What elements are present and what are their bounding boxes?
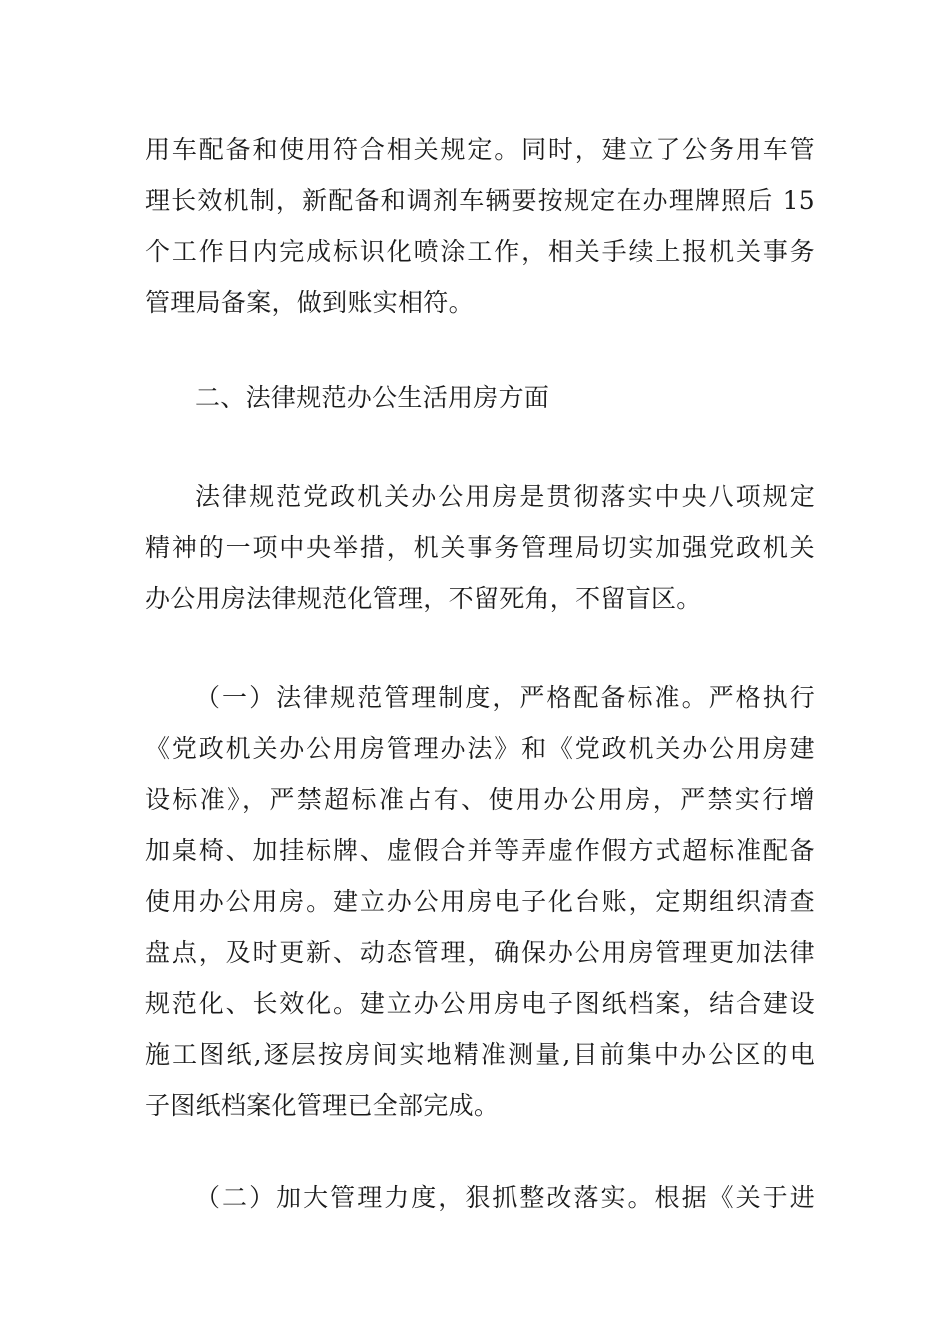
paragraph-1-line-4: 管理局备案，做到账实相符。 [145,288,474,317]
section-heading: 二、法律规范办公生活用房方面 [195,383,550,412]
paragraph-1-line-3: 个工作日内完成标识化喷涂工作，相关手续上报机关事务 [145,237,815,266]
paragraph-3-line-2: 《党政机关办公用房管理办法》和《党政机关办公用房建 [145,734,815,763]
paragraph-3-line-6: 盘点，及时更新、动态管理，确保办公用房管理更加法律 [145,938,815,967]
paragraph-3-line-7: 规范化、长效化。建立办公用房电子图纸档案，结合建设 [145,989,815,1018]
paragraph-2-line-2: 精神的一项中央举措，机关事务管理局切实加强党政机关 [145,533,815,562]
paragraph-2-line-3: 办公用房法律规范化管理，不留死角，不留盲区。 [145,584,702,613]
paragraph-3-line-5: 使用办公用房。建立办公用房电子化台账，定期组织清查 [145,887,815,916]
paragraph-1-line-1: 用车配备和使用符合相关规定。同时，建立了公务用车管 [145,135,815,164]
paragraph-1-line-2: 理长效机制，新配备和调剂车辆要按规定在办理牌照后 15 [145,186,815,215]
paragraph-3-line-4: 加桌椅、加挂标牌、虚假合并等弄虚作假方式超标准配备 [145,836,815,865]
paragraph-4-line-1: （二）加大管理力度，狠抓整改落实。根据《关于进 [195,1183,815,1212]
paragraph-3-line-8: 施工图纸,逐层按房间实地精准测量,目前集中办公区的电 [145,1040,815,1069]
paragraph-3-line-9: 子图纸档案化管理已全部完成。 [145,1091,500,1120]
paragraph-2-line-1: 法律规范党政机关办公用房是贯彻落实中央八项规定 [195,482,815,511]
paragraph-3-line-3: 设标准》，严禁超标准占有、使用办公用房，严禁实行增 [145,785,815,814]
paragraph-3-line-1: （一）法律规范管理制度，严格配备标准。严格执行 [195,683,815,712]
